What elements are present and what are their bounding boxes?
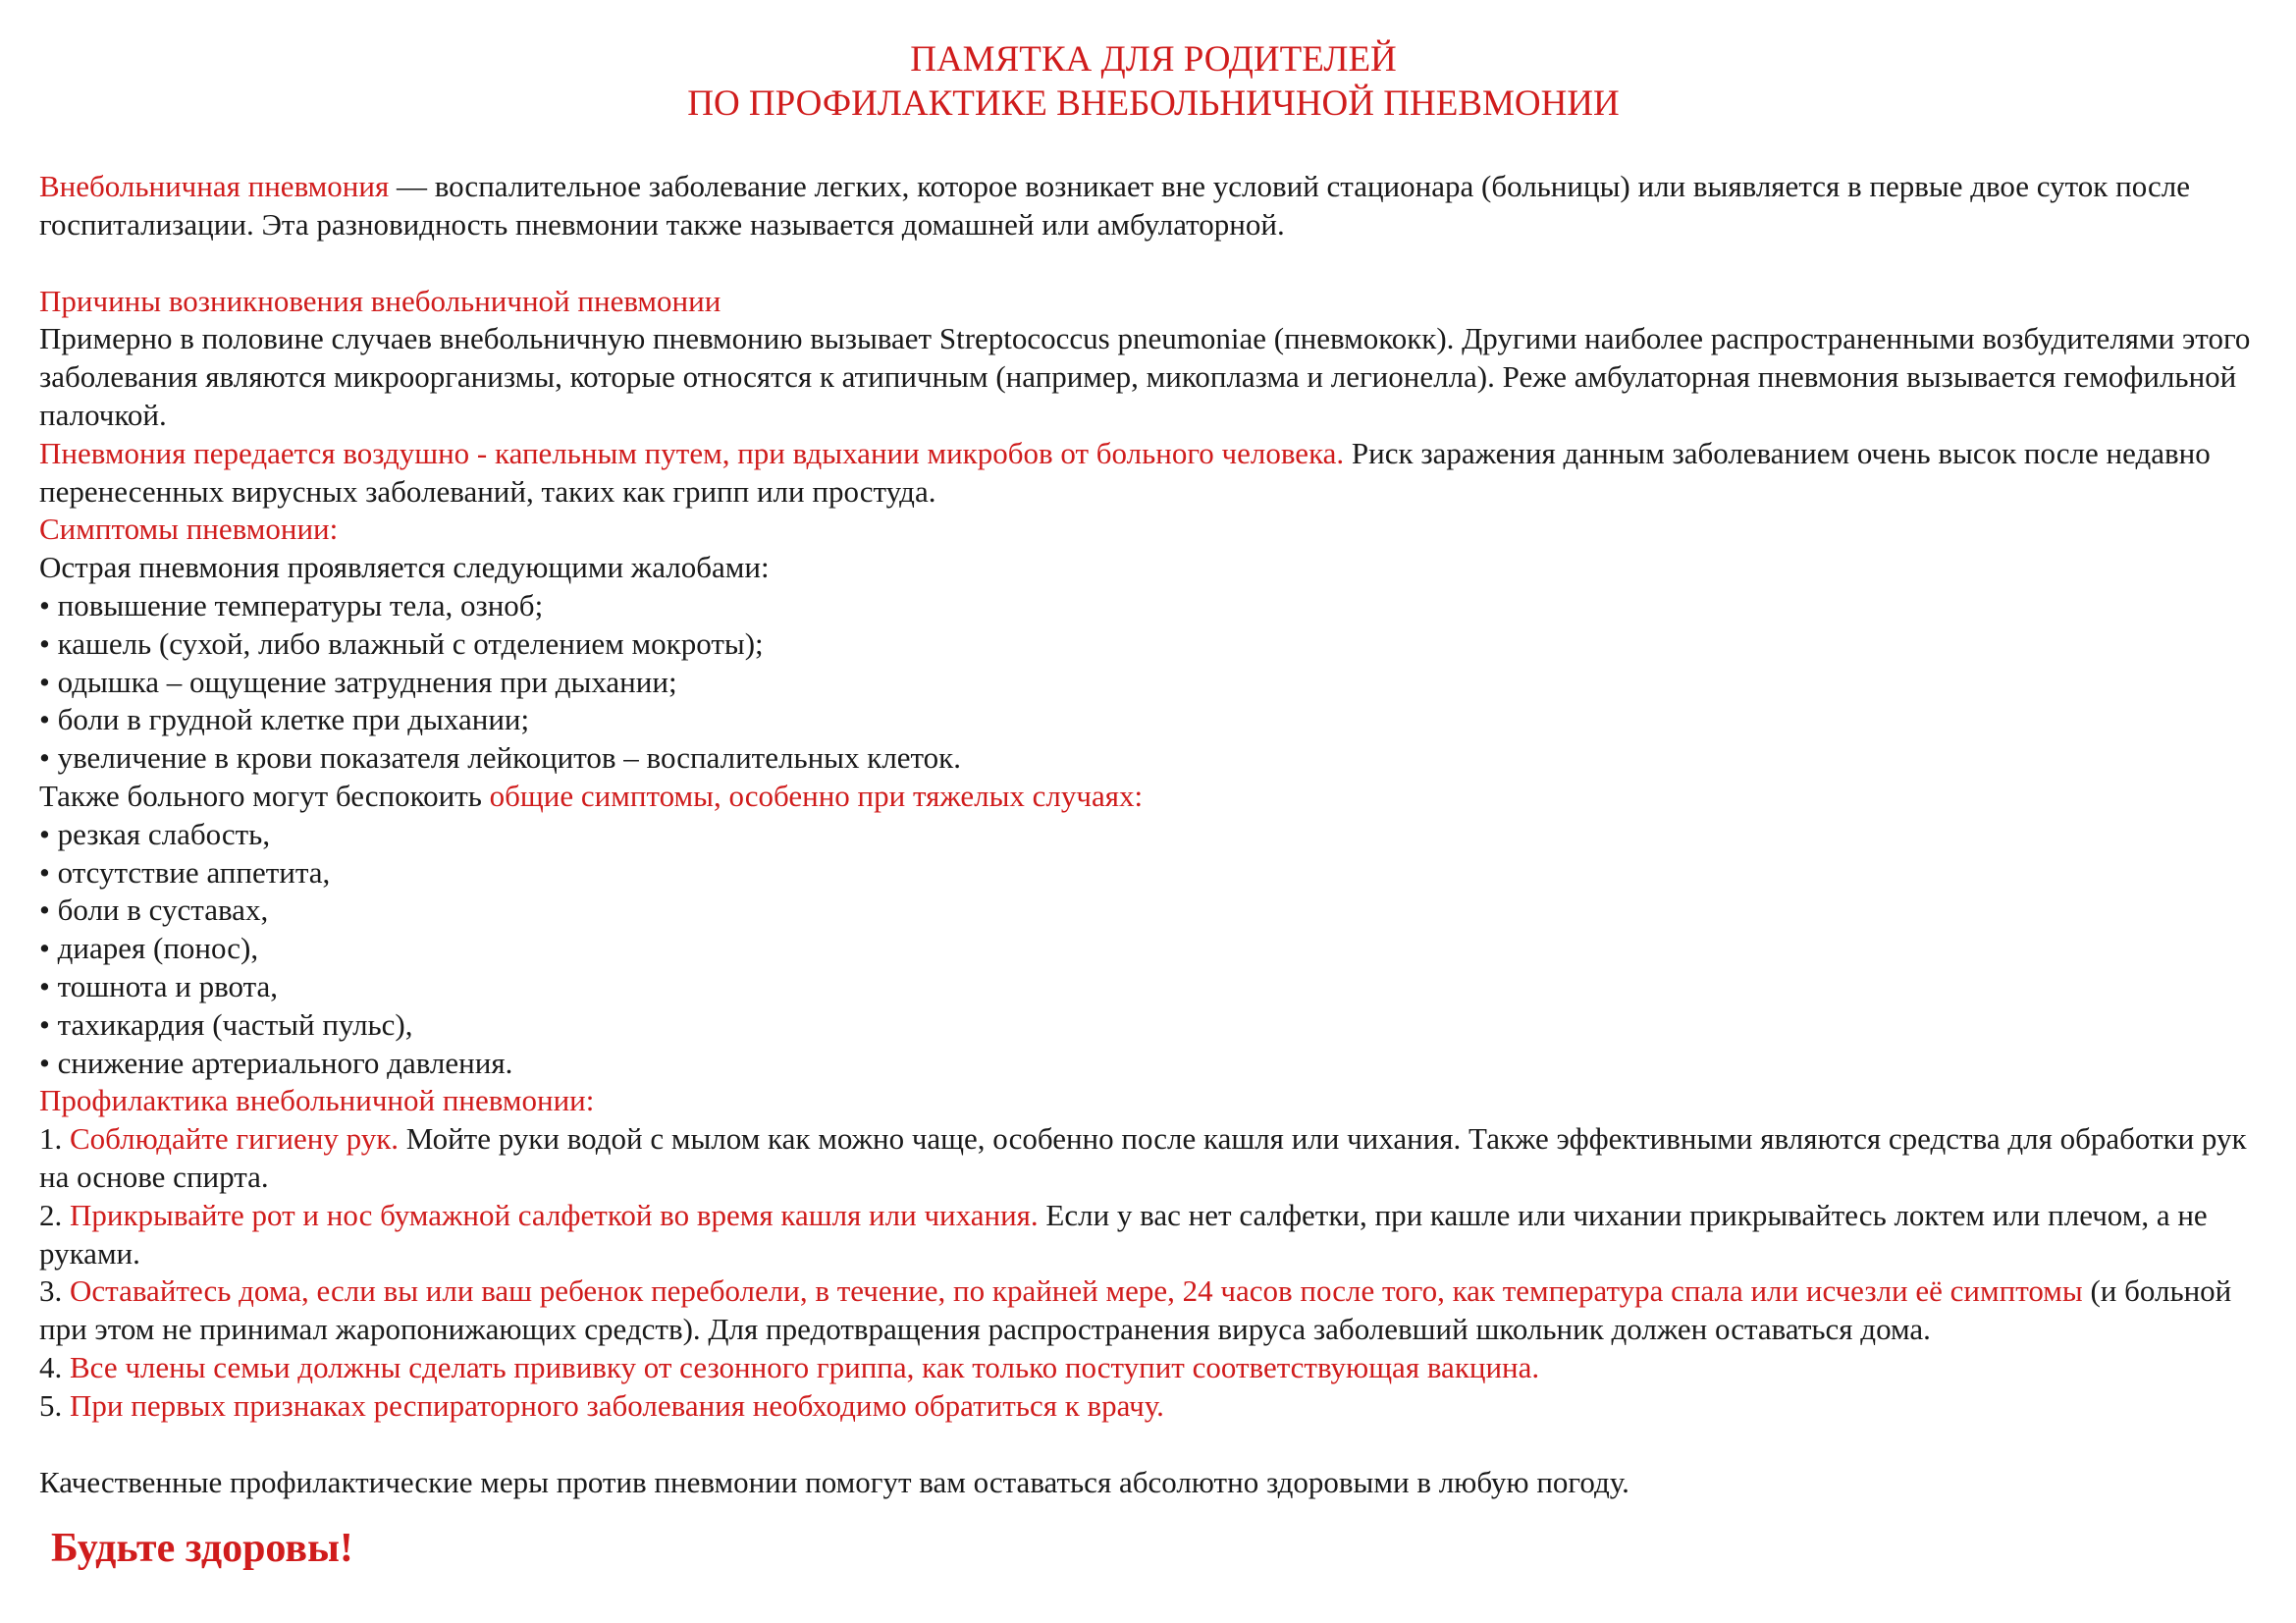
general-intro-text: Также больного могут беспокоить	[39, 778, 490, 813]
document-page	[39, 37, 2268, 1501]
transmission-red: Пневмония передается воздушно - капельным путем, при вдыхании микробов от больного человека.	[39, 435, 1345, 470]
symptom-item: • повышение температуры тела, озноб;	[39, 587, 544, 622]
prevention-item-number: 1.	[39, 1121, 70, 1157]
title-line-1: ПАМЯТКА ДЛЯ РОДИТЕЛЕЙ	[910, 39, 1397, 80]
symptom-item: • увеличение в крови показателя лейкоцитов – воспалительных клеток.	[39, 740, 961, 776]
symptoms-heading: Симптомы пневмонии:	[39, 512, 339, 547]
transmission-text: Риск заражения данным заболеванием очень высок после недавно перенесенных вирусных заболеваний, таких как грипп или простуда.	[39, 435, 2211, 509]
general-intro-red: общие симптомы, особенно при тяжелых случаях:	[489, 778, 1144, 813]
symptom-item: • боли в грудной клетке при дыхании;	[39, 702, 530, 737]
prevention-heading: Профилактика внебольничной пневмонии:	[39, 1083, 595, 1118]
prevention-item	[39, 1272, 2268, 1349]
definition-paragraph	[39, 168, 2268, 244]
prevention-item	[39, 1120, 2268, 1197]
prevention-item-text: Если у вас нет салфетки, при кашле или чихании прикрывайтесь локтем или плечом, а не руками.	[39, 1197, 2208, 1271]
causes-text: Примерно в половине случаев внебольничную пневмонию вызывает Streptococcus pneumoniae (пневмококк). Другими наиболее распространенными возбудителями этого заболевания являются микроорганизмы, которые относятся к атипичным (например, микоплазма и легионелла). Реже амбулаторная пневмония вызывается гемофильной палочкой.	[39, 321, 2251, 432]
general-symptom-item: • боли в суставах,	[39, 893, 269, 928]
prevention-item	[39, 1349, 2268, 1387]
prevention-item-number: 4.	[39, 1349, 70, 1384]
prevention-item-text: (и больной при этом не принимал жаропонижающих средств). Для предотвращения распространения вируса заболевший школьник должен оставаться дома.	[39, 1273, 2232, 1347]
general-symptom-item: • тошнота и рвота,	[39, 968, 279, 1003]
prevention-item	[39, 1387, 2268, 1426]
general-symptom-item: • резкая слабость,	[39, 816, 271, 851]
symptoms-intro: Острая пневмония проявляется следующими жалобами:	[39, 550, 770, 585]
general-symptoms-intro	[39, 778, 2268, 816]
symptom-item: • одышка – ощущение затруднения при дыхании;	[39, 664, 677, 699]
definition-term: Внебольничная пневмония	[39, 169, 390, 203]
prevention-item-number: 5.	[39, 1387, 70, 1423]
definition-text: — воспалительное заболевание легких, которое возникает вне условий стационара (больницы) или выявляется в первые двое суток после госпитализации. Эта разновидность пневмонии также называется домашней или амбулаторной.	[39, 169, 2190, 242]
prevention-item-red: Оставайтесь дома, если вы или ваш ребенок переболели, в течение, по крайней мере, 24 часов после того, как температура спала или исчезли её симптомы	[70, 1273, 2083, 1309]
general-symptom-item: • тахикардия (частый пульс),	[39, 1006, 413, 1042]
general-symptom-item: • отсутствие аппетита,	[39, 854, 331, 890]
general-symptom-item: • диарея (понос),	[39, 931, 259, 966]
prevention-item-red: Соблюдайте гигиену рук.	[70, 1121, 400, 1157]
general-symptom-item: • снижение артериального давления.	[39, 1045, 513, 1080]
causes-heading: Причины возникновения внебольничной пневмонии	[39, 283, 721, 318]
prevention-item-red: Все члены семьи должны сделать прививку от сезонного гриппа, как только поступит соответствующая вакцина.	[70, 1349, 1540, 1384]
prevention-item-number: 3.	[39, 1273, 70, 1309]
prevention-item	[39, 1197, 2268, 1273]
closing-wish: Будьте здоровы!	[51, 1526, 353, 1571]
prevention-item-red: При первых признаках респираторного заболевания необходимо обратиться к врачу.	[70, 1387, 1164, 1423]
transmission-paragraph	[39, 435, 2268, 512]
prevention-item-text: Мойте руки водой с мылом как можно чаще, особенно после кашля или чихания. Также эффективными являются средства для обработки рук на основе спирта.	[39, 1121, 2247, 1194]
title-line-2: ПО ПРОФИЛАКТИКЕ ВНЕБОЛЬНИЧНОЙ ПНЕВМОНИИ	[687, 83, 1620, 124]
prevention-item-red: Прикрывайте рот и нос бумажной салфеткой во время кашля или чихания.	[70, 1197, 1039, 1232]
symptom-item: • кашель (сухой, либо влажный с отделением мокроты);	[39, 625, 764, 661]
prevention-item-number: 2.	[39, 1197, 70, 1232]
conclusion-paragraph: Качественные профилактические меры против пневмонии помогут вам оставаться абсолютно здоровыми в любую погоду.	[39, 1464, 1629, 1499]
